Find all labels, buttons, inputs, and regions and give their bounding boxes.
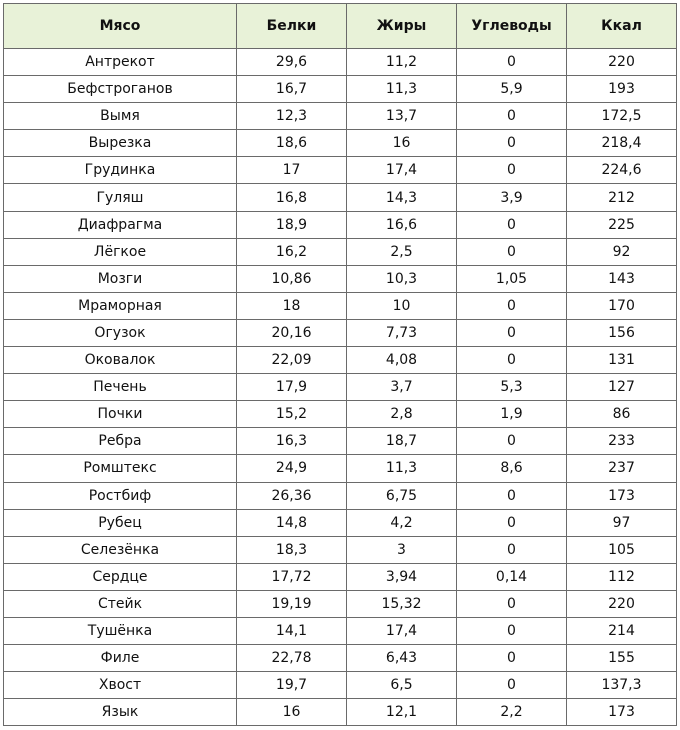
- table-row: [4, 265, 677, 292]
- table-row: [4, 103, 677, 130]
- cell-kcal: 112: [567, 563, 677, 590]
- cell-meat: Селезёнка: [4, 536, 237, 563]
- cell-protein: 18,6: [237, 130, 347, 157]
- cell-carbs: 0: [457, 292, 567, 319]
- cell-meat: Огузок: [4, 319, 237, 346]
- cell-fat: 11,2: [347, 49, 457, 76]
- cell-kcal: 173: [567, 699, 677, 726]
- table-row: [4, 130, 677, 157]
- cell-protein: 10,86: [237, 265, 347, 292]
- table-row: [4, 157, 677, 184]
- cell-kcal: 97: [567, 509, 677, 536]
- cell-fat: 12,1: [347, 699, 457, 726]
- table-row: [4, 617, 677, 644]
- cell-kcal: 170: [567, 292, 677, 319]
- cell-carbs: 0: [457, 347, 567, 374]
- cell-carbs: 1,9: [457, 401, 567, 428]
- cell-protein: 17: [237, 157, 347, 184]
- cell-protein: 15,2: [237, 401, 347, 428]
- cell-carbs: 0: [457, 617, 567, 644]
- cell-kcal: 173: [567, 482, 677, 509]
- cell-carbs: 0,14: [457, 563, 567, 590]
- cell-fat: 2,8: [347, 401, 457, 428]
- cell-protein: 24,9: [237, 455, 347, 482]
- cell-kcal: 212: [567, 184, 677, 211]
- cell-protein: 17,9: [237, 374, 347, 401]
- cell-carbs: 3,9: [457, 184, 567, 211]
- cell-kcal: 92: [567, 238, 677, 265]
- cell-fat: 16,6: [347, 211, 457, 238]
- cell-meat: Хвост: [4, 672, 237, 699]
- cell-meat: Мозги: [4, 265, 237, 292]
- table-row: [4, 292, 677, 319]
- cell-carbs: 0: [457, 509, 567, 536]
- cell-kcal: 131: [567, 347, 677, 374]
- cell-fat: 16: [347, 130, 457, 157]
- cell-kcal: 156: [567, 319, 677, 346]
- cell-kcal: 86: [567, 401, 677, 428]
- cell-fat: 14,3: [347, 184, 457, 211]
- cell-carbs: 0: [457, 645, 567, 672]
- table-row: [4, 455, 677, 482]
- cell-kcal: 214: [567, 617, 677, 644]
- cell-protein: 16,7: [237, 76, 347, 103]
- cell-kcal: 220: [567, 49, 677, 76]
- cell-carbs: 0: [457, 590, 567, 617]
- cell-kcal: 224,6: [567, 157, 677, 184]
- table-row: [4, 645, 677, 672]
- cell-meat: Мраморная: [4, 292, 237, 319]
- table-row: [4, 347, 677, 374]
- cell-fat: 6,75: [347, 482, 457, 509]
- table-row: [4, 211, 677, 238]
- cell-carbs: 5,3: [457, 374, 567, 401]
- cell-fat: 4,08: [347, 347, 457, 374]
- table-row: [4, 699, 677, 726]
- cell-carbs: 0: [457, 672, 567, 699]
- table-row: [4, 401, 677, 428]
- table-row: [4, 238, 677, 265]
- table-row: [4, 428, 677, 455]
- cell-meat: Сердце: [4, 563, 237, 590]
- cell-carbs: 0: [457, 238, 567, 265]
- table-row: [4, 319, 677, 346]
- cell-carbs: 0: [457, 319, 567, 346]
- header-protein: Белки: [237, 4, 347, 49]
- cell-carbs: 0: [457, 130, 567, 157]
- table-row: [4, 509, 677, 536]
- cell-carbs: 0: [457, 103, 567, 130]
- cell-kcal: 155: [567, 645, 677, 672]
- header-kcal: Ккал: [567, 4, 677, 49]
- cell-protein: 22,09: [237, 347, 347, 374]
- table-row: [4, 374, 677, 401]
- cell-carbs: 0: [457, 211, 567, 238]
- cell-protein: 16,3: [237, 428, 347, 455]
- table-row: [4, 482, 677, 509]
- cell-kcal: 143: [567, 265, 677, 292]
- cell-carbs: 8,6: [457, 455, 567, 482]
- cell-carbs: 5,9: [457, 76, 567, 103]
- cell-meat: Язык: [4, 699, 237, 726]
- cell-protein: 20,16: [237, 319, 347, 346]
- cell-fat: 2,5: [347, 238, 457, 265]
- cell-kcal: 220: [567, 590, 677, 617]
- meat-nutrition-table: [3, 3, 677, 726]
- cell-fat: 15,32: [347, 590, 457, 617]
- cell-protein: 22,78: [237, 645, 347, 672]
- cell-fat: 3: [347, 536, 457, 563]
- cell-fat: 4,2: [347, 509, 457, 536]
- cell-meat: Ромштекс: [4, 455, 237, 482]
- header-meat: Мясо: [4, 4, 237, 49]
- cell-fat: 10,3: [347, 265, 457, 292]
- cell-fat: 17,4: [347, 157, 457, 184]
- cell-kcal: 193: [567, 76, 677, 103]
- cell-protein: 14,1: [237, 617, 347, 644]
- cell-fat: 7,73: [347, 319, 457, 346]
- cell-kcal: 233: [567, 428, 677, 455]
- table-row: [4, 563, 677, 590]
- cell-kcal: 137,3: [567, 672, 677, 699]
- cell-meat: Вымя: [4, 103, 237, 130]
- cell-carbs: 0: [457, 482, 567, 509]
- table-row: [4, 672, 677, 699]
- cell-meat: Почки: [4, 401, 237, 428]
- cell-kcal: 127: [567, 374, 677, 401]
- cell-meat: Филе: [4, 645, 237, 672]
- table-row: [4, 76, 677, 103]
- cell-meat: Оковалок: [4, 347, 237, 374]
- cell-fat: 3,7: [347, 374, 457, 401]
- cell-carbs: 0: [457, 536, 567, 563]
- cell-protein: 16,2: [237, 238, 347, 265]
- cell-meat: Печень: [4, 374, 237, 401]
- header-fat: Жиры: [347, 4, 457, 49]
- cell-meat: Вырезка: [4, 130, 237, 157]
- table-row: [4, 184, 677, 211]
- cell-protein: 29,6: [237, 49, 347, 76]
- cell-meat: Тушёнка: [4, 617, 237, 644]
- cell-protein: 12,3: [237, 103, 347, 130]
- cell-fat: 6,43: [347, 645, 457, 672]
- cell-kcal: 237: [567, 455, 677, 482]
- cell-fat: 18,7: [347, 428, 457, 455]
- cell-protein: 26,36: [237, 482, 347, 509]
- cell-protein: 16,8: [237, 184, 347, 211]
- header-carbs: Углеводы: [457, 4, 567, 49]
- cell-meat: Антрекот: [4, 49, 237, 76]
- cell-carbs: 0: [457, 49, 567, 76]
- cell-meat: Стейк: [4, 590, 237, 617]
- cell-protein: 17,72: [237, 563, 347, 590]
- cell-meat: Диафрагма: [4, 211, 237, 238]
- cell-meat: Рубец: [4, 509, 237, 536]
- table-row: [4, 49, 677, 76]
- cell-protein: 16: [237, 699, 347, 726]
- cell-kcal: 225: [567, 211, 677, 238]
- nutrition-table-container: [3, 3, 677, 726]
- cell-protein: 18,9: [237, 211, 347, 238]
- cell-carbs: 0: [457, 428, 567, 455]
- cell-meat: Бефстроганов: [4, 76, 237, 103]
- table-row: [4, 536, 677, 563]
- table-header-row: [4, 4, 677, 49]
- cell-protein: 18: [237, 292, 347, 319]
- cell-kcal: 218,4: [567, 130, 677, 157]
- cell-fat: 11,3: [347, 455, 457, 482]
- cell-protein: 19,7: [237, 672, 347, 699]
- cell-meat: Ребра: [4, 428, 237, 455]
- cell-meat: Ростбиф: [4, 482, 237, 509]
- table-body: [4, 49, 677, 726]
- cell-fat: 11,3: [347, 76, 457, 103]
- cell-meat: Грудинка: [4, 157, 237, 184]
- table-row: [4, 590, 677, 617]
- cell-meat: Гуляш: [4, 184, 237, 211]
- cell-protein: 18,3: [237, 536, 347, 563]
- cell-fat: 6,5: [347, 672, 457, 699]
- cell-fat: 3,94: [347, 563, 457, 590]
- cell-carbs: 0: [457, 157, 567, 184]
- cell-kcal: 172,5: [567, 103, 677, 130]
- cell-fat: 17,4: [347, 617, 457, 644]
- cell-protein: 19,19: [237, 590, 347, 617]
- cell-carbs: 2,2: [457, 699, 567, 726]
- cell-meat: Лёгкое: [4, 238, 237, 265]
- cell-carbs: 1,05: [457, 265, 567, 292]
- cell-fat: 13,7: [347, 103, 457, 130]
- cell-protein: 14,8: [237, 509, 347, 536]
- cell-fat: 10: [347, 292, 457, 319]
- cell-kcal: 105: [567, 536, 677, 563]
